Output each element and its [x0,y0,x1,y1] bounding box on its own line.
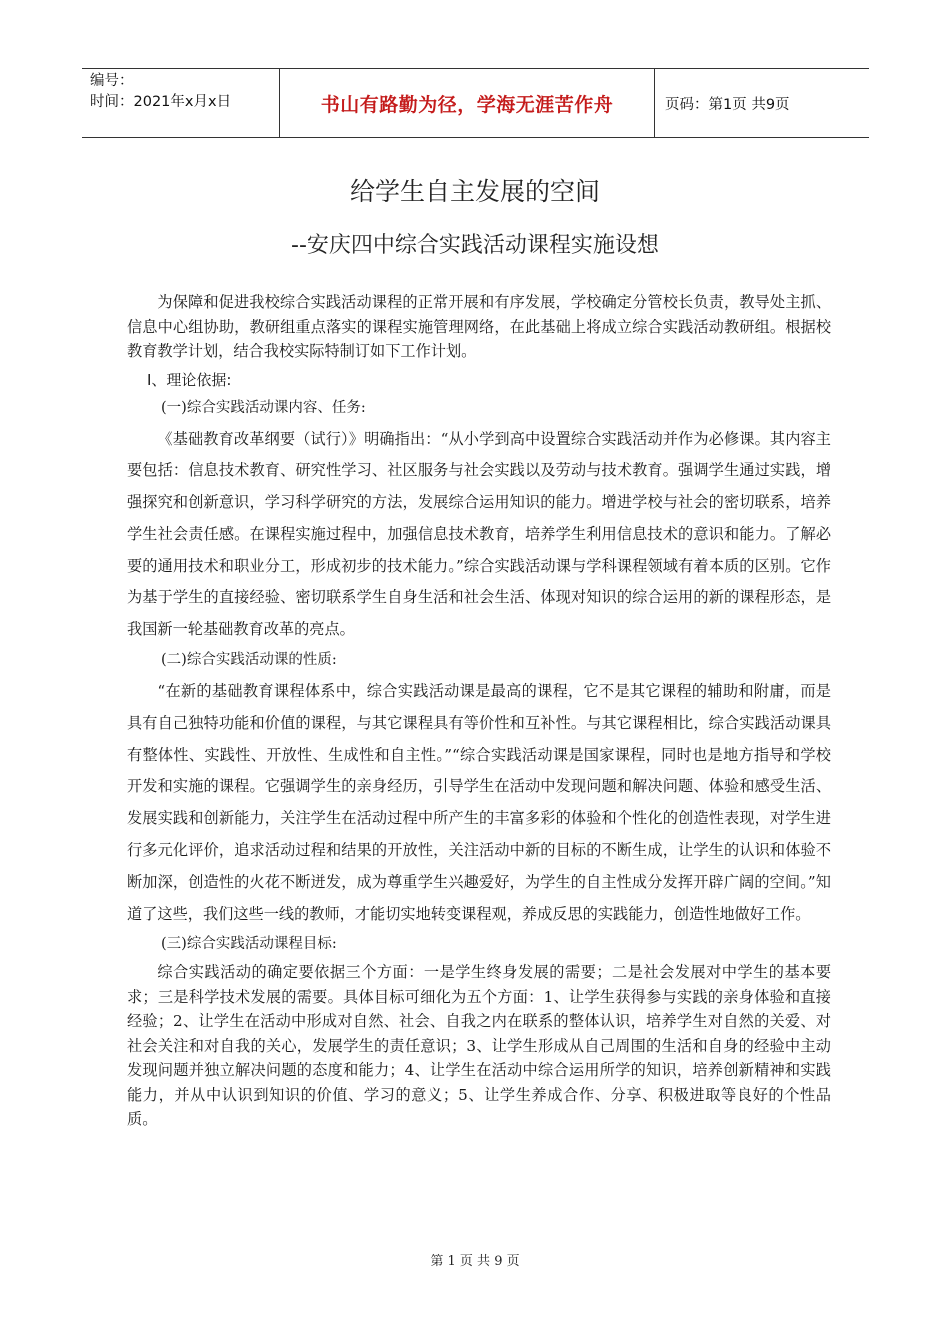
page-footer: 第 1 页 共 9 页 [430,1254,520,1269]
document-body [127,290,831,1132]
motto: 书山有路勤为径，学海无涯苦作舟 [280,69,655,137]
paragraph-content-tasks: 《基础教育改革纲要（试行）》明确指出：“从小学到高中设置综合实践活动并作为必修课。其内容主要包括：信息技术教育、研究性学习、社区服务与社会实践以及劳动与技术教育。强调学生通过实践，增强探究和创新意识，学习科学研究的方法，发展综合运用知识的能力。增进学校与社会的密切联系，培养学生社会责任感。在课程实施过程中，加强信息技术教育，培养学生利用信息技术的意识和能力。了解必要的通用技术和职业分工，形成初步的技术能力。”综合实践活动课与学科课程领域有着本质的区别。它作为基于学生的直接经验、密切联系学生自身生活和社会生活、体现对知识的综合运用的新的课程形态，是我国新一轮基础教育改革的亮点。 [127,429,831,639]
subsection-heading-content: (一)综合实践活动课内容、任务: [161,399,366,416]
subsection-heading-goals: (三)综合实践活动课程目标: [161,936,337,953]
subsection-heading-nature: (二)综合实践活动课的性质: [161,652,337,669]
document-subtitle: --安庆四中综合实践活动课程实施设想 [291,233,659,258]
page-info: 页码：第1页 共9页 [665,96,790,113]
paragraph-goals: 综合实践活动的确定要依据三个方面：一是学生终身发展的需要；二是社会发展对中学生的基本要求；三是科学技术发展的需要。具体目标可细化为五个方面：1、让学生获得参与实践的亲身体验和直接经验；2、让学生在活动中形成对自然、社会、自我之内在联系的整体认识，培养学生对自然的关爱、对社会关注和对自我的关心，发展学生的责任意识；3、让学生形成从自己周围的生活和自身的经验中主动发现问题并独立解决问题的态度和能力；4、让学生在活动中综合运用所学的知识，培养创新精神和实践能力，并从中认识到知识的价值、学习的意义；5、让学生养成合作、分享、积极进取等良好的个性品质。 [127,963,831,1129]
number-label: 编号： [90,73,134,89]
document-title: 给学生自主发展的空间 [349,177,600,206]
section-heading-theory: Ⅰ、理论依据: [147,370,232,389]
time-label: 时间：2021年x月x日 [90,94,232,110]
intro-paragraph: 为保障和促进我校综合实践活动课程的正常开展和有序发展，学校确定分管校长负责，教导处主抓、信息中心组协助，教研组重点落实的课程实施管理网络，在此基础上将成立综合实践活动教研组。根据校教育教学计划，结合我校实际特制订如下工作计划。 [127,293,831,360]
page-header [82,68,869,138]
paragraph-nature: “在新的基础教育课程体系中，综合实践活动课是最高的课程，它不是其它课程的辅助和附庸，而是具有自己独特功能和价值的课程，与其它课程具有等价性和互补性。与其它课程相比，综合实践活动课具有整体性、实践性、开放性、生成性和自主性。”“综合实践活动课是国家课程，同时也是地方指导和学校开发和实施的课程。它强调学生的亲身经历，引导学生在活动中发现问题和解决问题、体验和感受生活、发展实践和创新能力，关注学生在活动过程中所产生的丰富多彩的体验和个性化的创造性表现，对学生进行多元化评价，追求活动过程和结果的开放性，关注活动中新的目标的不断生成，让学生的认识和体验不断加深，创造性的火花不断迸发，成为尊重学生兴趣爱好，为学生的自主性成分发挥开辟广阔的空间。”知道了这些，我们这些一线的教师，才能切实地转变课程观，养成反思的实践能力，创造性地做好工作。 [127,682,831,923]
header-meta [82,69,280,137]
